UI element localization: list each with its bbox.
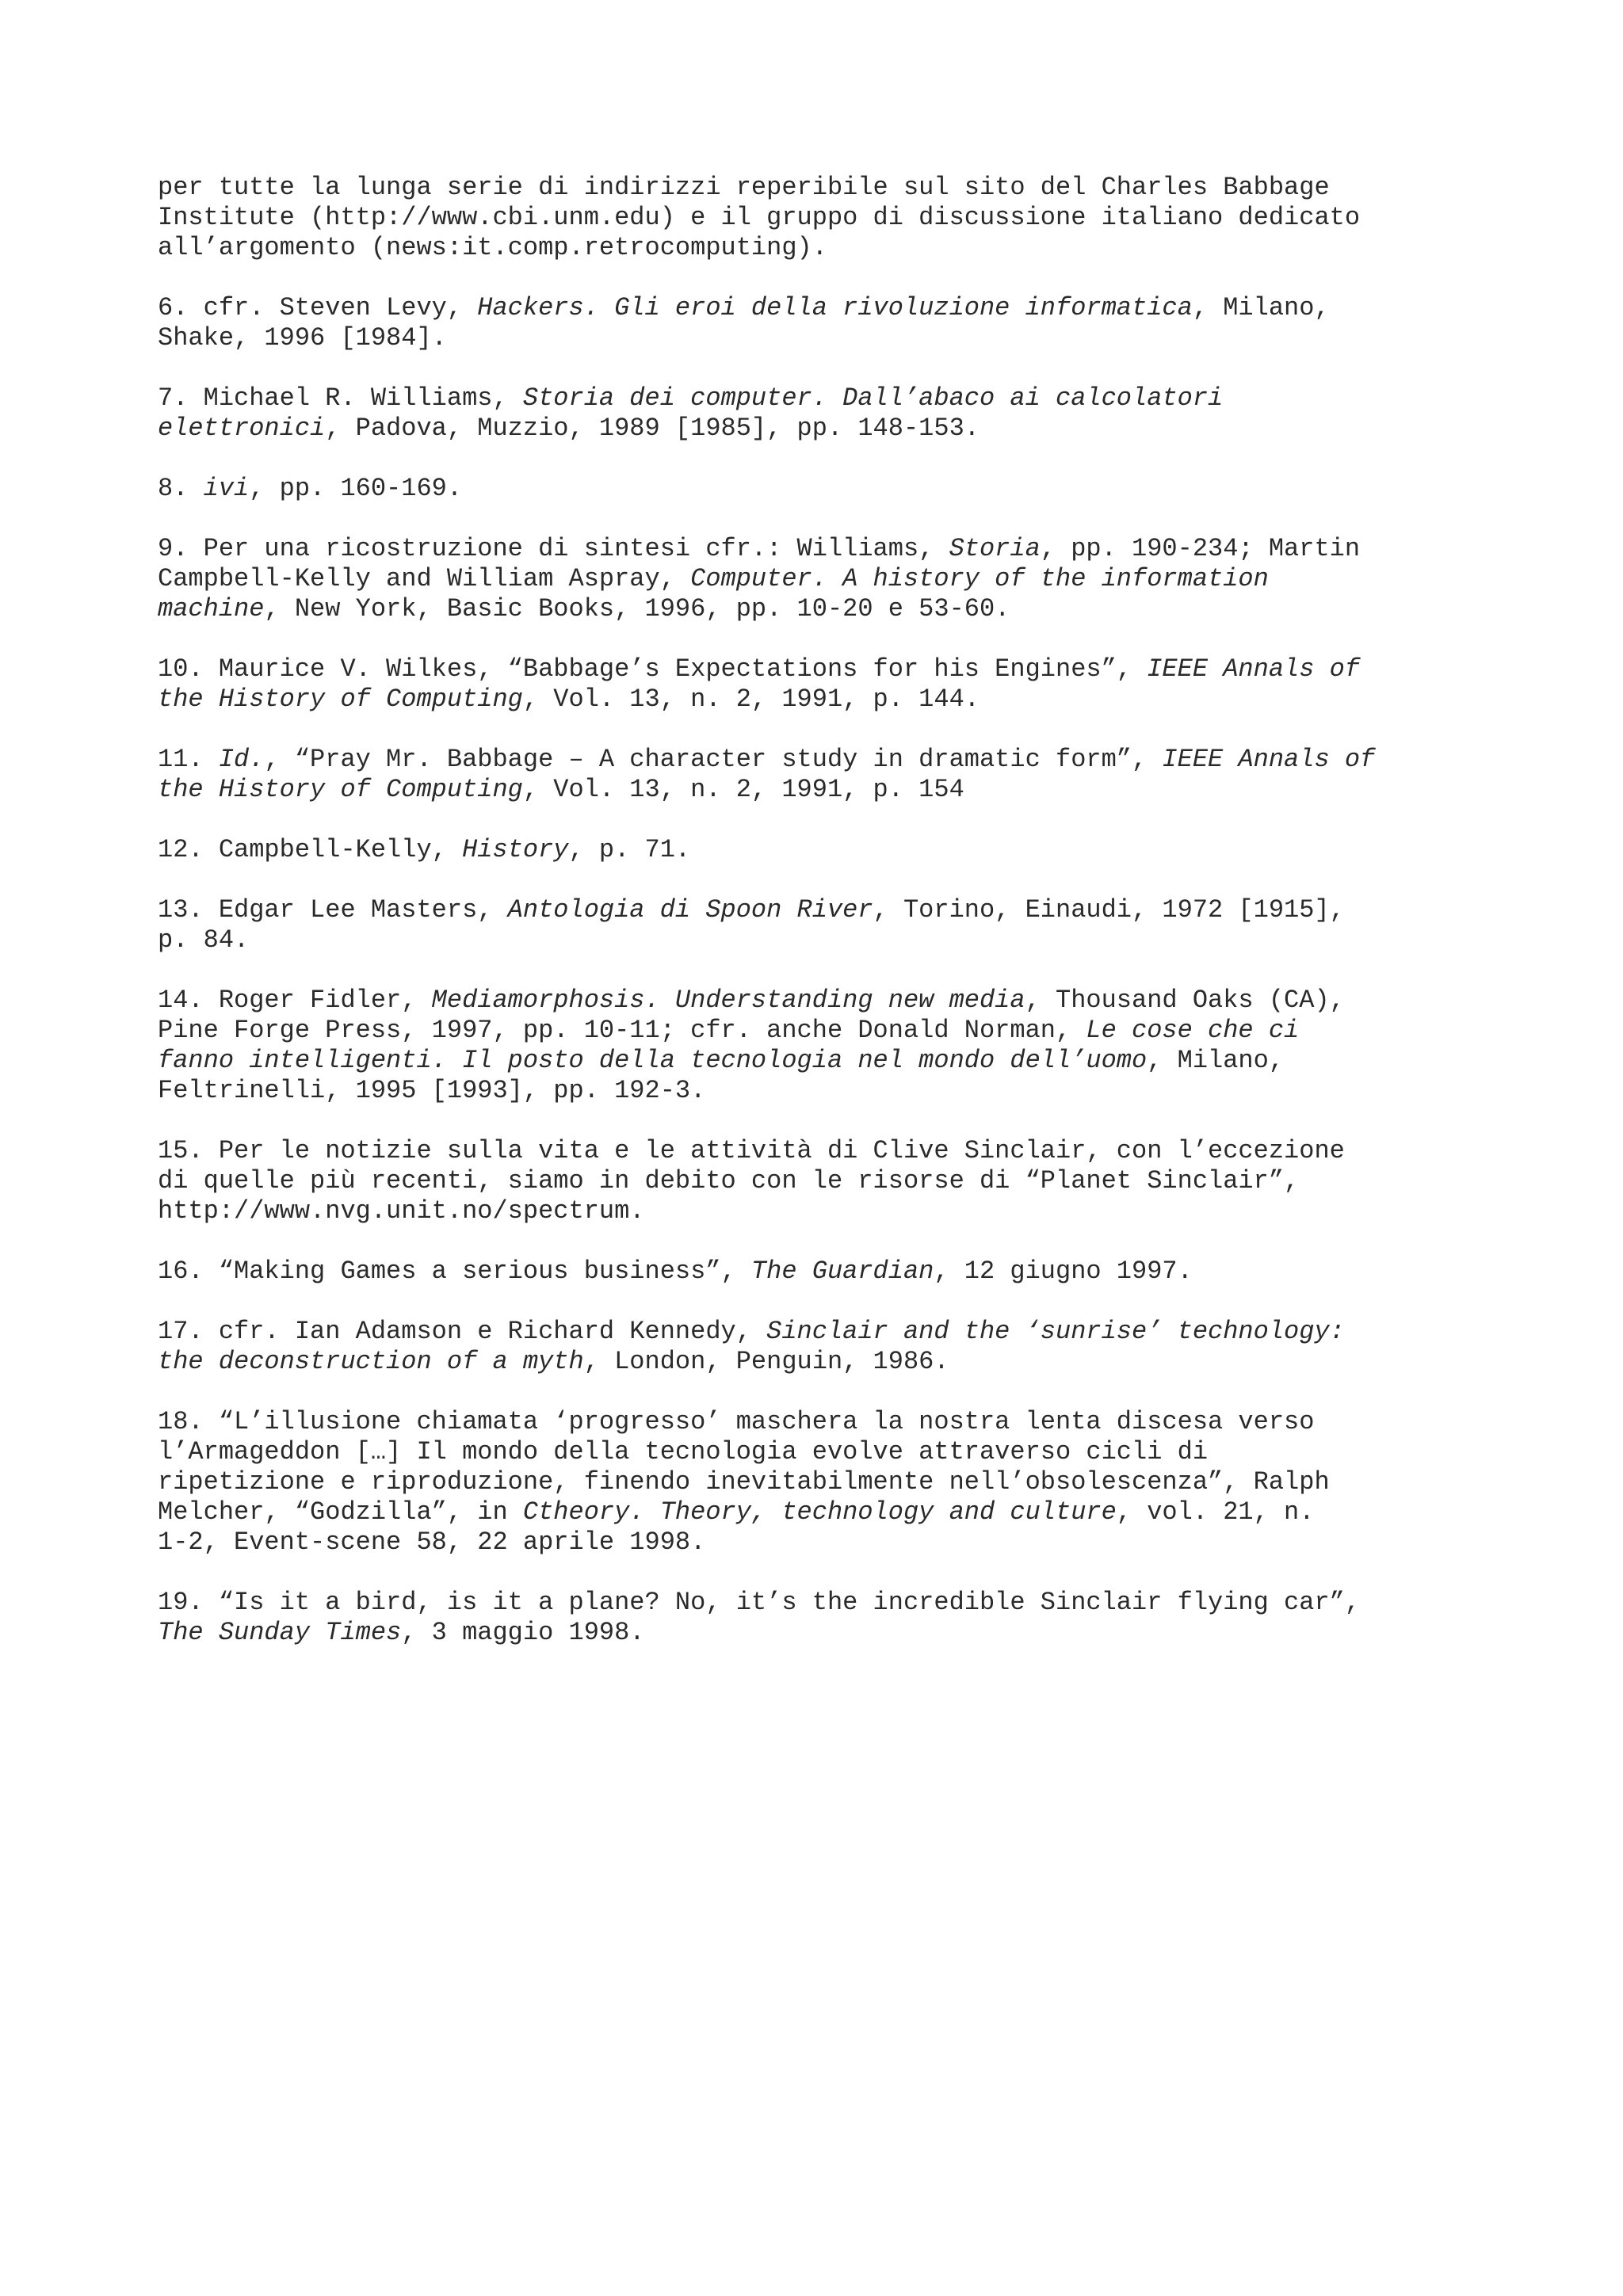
endnote-line [158,1196,1521,1226]
endnote-text: , Vol. 13, n. 2, 1991, p. 154 [522,775,964,804]
endnote-17 [158,1317,1521,1377]
endnote-text: 11. [158,745,219,774]
italic-title-text: The Guardian [750,1257,934,1286]
endnote-text: , 3 maggio 1998. [401,1618,645,1647]
endnote-16 [158,1257,1521,1287]
endnote-line [158,1407,1521,1437]
endnote-text: , Vol. 13, n. 2, 1991, p. 144. [522,685,980,714]
endnote-12 [158,835,1521,865]
italic-title-text: the deconstruction of a myth [158,1347,584,1376]
endnote-text: Melcher, “Godzilla”, in [158,1497,523,1527]
endnote-line [158,323,1521,353]
endnote-line [158,173,1521,203]
italic-title-text: History [462,835,569,864]
endnote-line [158,293,1521,323]
endnote-line [158,1076,1521,1106]
italic-title-text: Mediamorphosis. Understanding new media [431,986,1025,1015]
endnote-text: , Padova, Muzzio, 1989 [1985], pp. 148-153. [325,414,980,443]
endnote-line [158,1497,1521,1527]
italic-title-text: Storia dei computer. Dall’abaco ai calcolatori [522,383,1224,413]
italic-title-text: Storia [949,534,1041,563]
endnote-text: , “Pray Mr. Babbage – A character study in dramatic form”, [264,745,1163,774]
endnote-continuation [158,173,1521,263]
endnote-line [158,594,1521,624]
endnote-7 [158,383,1521,444]
endnote-line [158,654,1521,685]
italic-title-text: Sinclair and the ‘sunrise’ technology: [766,1317,1345,1346]
endnote-text: Campbell-Kelly and William Aspray, [158,564,691,593]
endnote-text: 16. “Making Games a serious business”, [158,1257,751,1286]
italic-title-text: Id. [218,745,265,774]
endnote-text: 18. “L’illusione chiamata ‘progresso’ maschera la nostra lenta discesa verso [158,1407,1315,1436]
italic-title-text: machine [158,594,265,624]
endnote-6 [158,293,1521,353]
italic-title-text: Antologia di Spoon River [507,895,873,925]
italic-title-text: IEEE Annals of [1147,654,1361,684]
endnote-text: , pp. 190-234; Martin [1040,534,1361,563]
italic-title-text: elettronici [158,414,326,443]
endnote-line [158,986,1521,1016]
endnote-line [158,1166,1521,1196]
endnote-text: 19. “Is it a bird, is it a plane? No, it’s the incredible Sinclair flying car”, [158,1588,1361,1617]
italic-title-text: Ctheory. Theory, technology and culture [522,1497,1117,1527]
endnote-text: , London, Penguin, 1986. [583,1347,949,1376]
endnote-line [158,745,1521,775]
endnote-line [158,1046,1521,1076]
endnote-text: , vol. 21, n. [1116,1497,1315,1527]
italic-title-text: Hackers. Gli eroi della rivoluzione informatica [477,293,1193,322]
endnote-text: 1-2, Event-scene 58, 22 aprile 1998. [158,1527,706,1557]
endnote-line [158,1588,1521,1618]
endnote-line [158,775,1521,805]
endnote-11 [158,745,1521,805]
endnote-line [158,534,1521,564]
endnote-text: 17. cfr. Ian Adamson e Richard Kennedy, [158,1317,767,1346]
endnote-line [158,383,1521,414]
endnote-text: 13. Edgar Lee Masters, [158,895,508,925]
endnote-line [158,474,1521,504]
endnote-text: , Thousand Oaks (CA), [1025,986,1345,1015]
endnote-15 [158,1136,1521,1226]
endnote-line [158,1317,1521,1347]
endnote-14 [158,986,1521,1106]
endnote-13 [158,895,1521,955]
endnote-text: ripetizione e riproduzione, finendo inevitabilmente nell’obsolescenza”, Ralph [158,1467,1330,1497]
endnote-text: all’argomento (news:it.comp.retrocomputing). [158,233,827,262]
endnote-text: l’Armageddon […] Il mondo della tecnologia evolve attraverso cicli di [158,1437,1209,1466]
endnote-text: , New York, Basic Books, 1996, pp. 10-20 e 53-60. [264,594,1010,624]
endnote-text: , p. 71. [568,835,691,864]
italic-title-text: the History of Computing [158,685,523,714]
endnote-line [158,1527,1521,1558]
endnote-text: , 12 giugno 1997. [934,1257,1193,1286]
endnote-text: , pp. 160-169. [249,474,463,503]
endnote-line [158,1437,1521,1467]
italic-title-text: Le cose che ci [1086,1016,1300,1045]
endnote-line [158,835,1521,865]
endnote-line [158,1347,1521,1377]
italic-title-text: fanno intelligenti. Il posto della tecnologia nel mondo dell’uomo [158,1046,1148,1075]
endnote-text: per tutte la lunga serie di indirizzi reperibile sul sito del Charles Babbage [158,173,1330,202]
endnote-text: , Milano, [1192,293,1330,322]
endnote-19 [158,1588,1521,1648]
endnote-line [158,203,1521,233]
endnote-text: p. 84. [158,925,250,955]
endnote-line [158,1136,1521,1166]
endnote-line [158,233,1521,263]
endnote-text: Shake, 1996 [1984]. [158,323,447,353]
endnote-text: Pine Forge Press, 1997, pp. 10-11; cfr. anche Donald Norman, [158,1016,1086,1045]
endnote-text: 14. Roger Fidler, [158,986,432,1015]
italic-title-text: The Sunday Times [158,1618,402,1647]
endnote-text: 7. Michael R. Williams, [158,383,523,413]
endnote-text: 15. Per le notizie sulla vita e le attività di Clive Sinclair, con l’eccezione [158,1136,1345,1165]
endnote-line [158,1618,1521,1648]
endnotes-page [158,173,1521,1678]
endnote-line [158,895,1521,925]
endnote-text: 10. Maurice V. Wilkes, “Babbage’s Expectations for his Engines”, [158,654,1148,684]
endnote-line [158,1257,1521,1287]
endnote-line [158,1467,1521,1497]
endnote-line [158,1016,1521,1046]
endnote-line [158,564,1521,594]
endnote-text: di quelle più recenti, siamo in debito con le risorse di “Planet Sinclair”, [158,1166,1300,1196]
endnote-text: , Milano, [1147,1046,1285,1075]
endnote-text: Institute (http://www.cbi.unm.edu) e il gruppo di discussione italiano dedicato [158,203,1361,232]
endnote-9 [158,534,1521,624]
endnote-line [158,414,1521,444]
endnote-text: http://www.nvg.unit.no/spectrum. [158,1196,645,1226]
endnote-line [158,685,1521,715]
endnote-text: , Torino, Einaudi, 1972 [1915], [873,895,1345,925]
endnote-8 [158,474,1521,504]
endnote-text: 12. Campbell-Kelly, [158,835,463,864]
endnote-text: 8. [158,474,204,503]
endnote-text: 6. cfr. Steven Levy, [158,293,478,322]
italic-title-text: the History of Computing [158,775,523,804]
endnote-10 [158,654,1521,715]
italic-title-text: IEEE Annals of [1162,745,1376,774]
endnote-text: Feltrinelli, 1995 [1993], pp. 192-3. [158,1076,706,1105]
italic-title-text: Computer. A history of the information [690,564,1269,593]
endnote-18 [158,1407,1521,1558]
endnote-line [158,925,1521,955]
italic-title-text: ivi [203,474,250,503]
endnote-text: 9. Per una ricostruzione di sintesi cfr.: Williams, [158,534,949,563]
